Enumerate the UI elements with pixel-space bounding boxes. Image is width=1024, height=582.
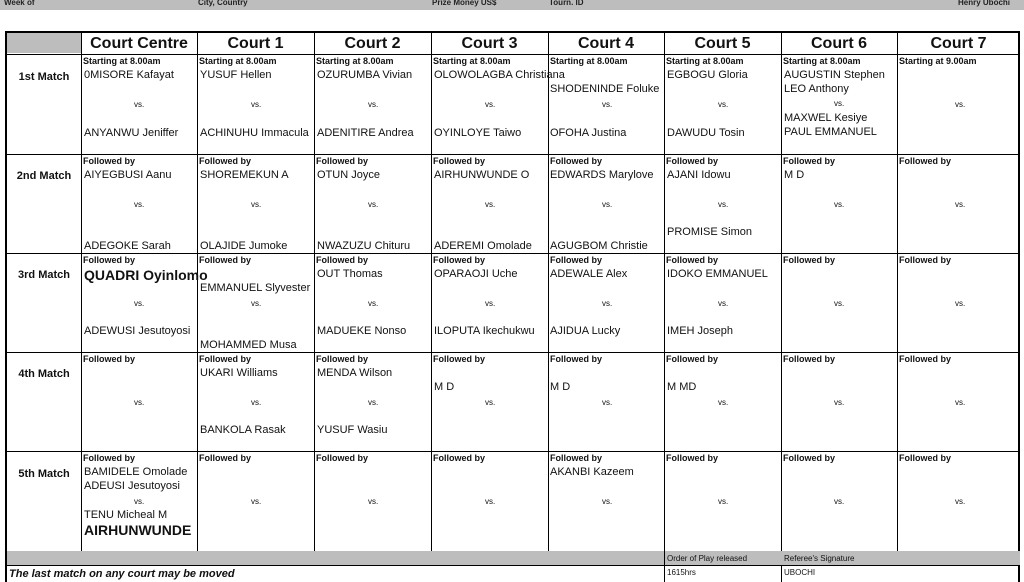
match-5-label: 5th Match [18, 468, 70, 480]
followed-by: Followed by [316, 255, 369, 265]
player: IDOKO EMMANUEL [667, 268, 768, 280]
vs-label: vs. [834, 200, 845, 209]
vs-label: vs. [485, 200, 496, 209]
match-2-label: 2nd Match [16, 170, 72, 182]
court-4-header: Court 4 [578, 35, 634, 52]
player: IMEH Joseph [667, 325, 734, 337]
followed-by: Followed by [783, 453, 836, 463]
court-1-header: Court 1 [227, 35, 284, 52]
player: UKARI Williams [200, 367, 278, 379]
player: AJIDUA Lucky [550, 325, 621, 337]
player: OLOWOLAGBA Christiana [434, 69, 565, 81]
referee-name: Henry Ubochi [958, 0, 1011, 7]
player: OLAJIDE Jumoke [200, 240, 288, 252]
match-3-label: 3rd Match [18, 269, 70, 281]
tourn-id-label: Tourn. ID [549, 0, 584, 7]
player: ADEWUSI Jesutoyosi [84, 325, 191, 337]
start-time: Starting at 8.00am [83, 56, 161, 66]
followed-by: Followed by [783, 255, 836, 265]
player: AKANBI Kazeem [550, 466, 634, 478]
followed-by: Followed by [199, 156, 252, 166]
vs-label: vs. [251, 398, 262, 407]
court-3-header: Court 3 [461, 35, 518, 52]
player: M D [434, 381, 455, 393]
followed-by: Followed by [83, 354, 136, 364]
player: BAMIDELE Omolade [84, 466, 188, 478]
vs-label: vs. [718, 299, 729, 308]
player: 0MISORE Kafayat [84, 69, 174, 81]
prize-label: Prize Money US$ [432, 0, 497, 7]
court-6-header: Court 6 [811, 35, 867, 52]
player: YUSUF Hellen [200, 69, 272, 81]
followed-by: Followed by [83, 453, 136, 463]
player: PROMISE Simon [667, 226, 752, 238]
player: OPARAOJI Uche [434, 268, 518, 280]
player: TENU Micheal M [84, 509, 168, 521]
player: OUT Thomas [317, 268, 383, 280]
followed-by: Followed by [433, 453, 486, 463]
header-bar [0, 0, 1024, 10]
vs-label: vs. [368, 497, 379, 506]
followed-by: Followed by [316, 453, 369, 463]
followed-by: Followed by [550, 354, 603, 364]
player: AIRHUNWUNDE O [434, 169, 530, 181]
player: LEO Anthony [784, 83, 849, 95]
followed-by: Followed by [433, 156, 486, 166]
player: AGUGBOM Christie [550, 240, 648, 252]
followed-by: Followed by [899, 255, 952, 265]
player: AIRHUNWUNDE [84, 522, 192, 538]
corner-cell [7, 33, 81, 53]
vs-label: vs. [718, 200, 729, 209]
vs-label: vs. [955, 398, 966, 407]
vs-label: vs. [602, 100, 613, 109]
court-7-header: Court 7 [930, 35, 987, 52]
player: ADEREMI Omolade [434, 240, 532, 252]
followed-by: Followed by [199, 453, 252, 463]
player: M D [784, 169, 805, 181]
player: MENDA Wilson [317, 367, 393, 379]
vs-label: vs. [834, 99, 845, 108]
player: AIYEGBUSI Aanu [84, 169, 172, 181]
player: MADUEKE Nonso [317, 325, 407, 337]
followed-by: Followed by [199, 255, 252, 265]
followed-by: Followed by [666, 156, 719, 166]
followed-by: Followed by [899, 453, 952, 463]
referee-signature-label: Referee's Signature [784, 554, 855, 563]
footer-bar [7, 551, 1020, 565]
player: ILOPUTA Ikechukwu [434, 325, 535, 337]
player: MAXWEL Kesiye [784, 112, 868, 124]
start-time: Starting at 8.00am [199, 56, 277, 66]
followed-by: Followed by [550, 453, 603, 463]
player: YUSUF Wasiu [317, 424, 388, 436]
followed-by: Followed by [783, 354, 836, 364]
vs-label: vs. [834, 398, 845, 407]
order-released-label: Order of Play released [667, 554, 748, 563]
start-time: Starting at 8.00am [433, 56, 511, 66]
followed-by: Followed by [316, 156, 369, 166]
vs-label: vs. [368, 398, 379, 407]
vs-label: vs. [955, 100, 966, 109]
vs-label: vs. [251, 299, 262, 308]
vs-label: vs. [718, 497, 729, 506]
vs-label: vs. [368, 299, 379, 308]
vs-label: vs. [602, 398, 613, 407]
vs-label: vs. [134, 299, 145, 308]
player: DAWUDU Tosin [667, 127, 745, 139]
vs-label: vs. [485, 398, 496, 407]
player: EMMANUEL Slyvester [200, 282, 311, 294]
order-released-time: 1615hrs [667, 568, 696, 577]
followed-by: Followed by [783, 156, 836, 166]
player: ANYANWU Jeniffer [84, 127, 179, 139]
followed-by: Followed by [83, 255, 136, 265]
start-time: Starting at 8.00am [783, 56, 861, 66]
followed-by: Followed by [433, 354, 486, 364]
vs-label: vs. [718, 100, 729, 109]
vs-label: vs. [485, 497, 496, 506]
referee-signature: UBOCHI [784, 568, 816, 577]
followed-by: Followed by [666, 453, 719, 463]
start-time: Starting at 8.00am [666, 56, 744, 66]
player: BANKOLA Rasak [200, 424, 286, 436]
court-2-header: Court 2 [344, 35, 401, 52]
player: OYINLOYE Taiwo [434, 127, 522, 139]
vs-label: vs. [955, 299, 966, 308]
player: OTUN Joyce [317, 169, 380, 181]
vs-label: vs. [134, 497, 145, 506]
vs-label: vs. [834, 497, 845, 506]
player: MOHAMMED Musa [200, 339, 297, 351]
vs-label: vs. [134, 200, 145, 209]
vs-label: vs. [134, 100, 145, 109]
followed-by: Followed by [550, 255, 603, 265]
vs-label: vs. [368, 200, 379, 209]
followed-by: Followed by [433, 255, 486, 265]
vs-label: vs. [485, 299, 496, 308]
player: ADEWALE Alex [550, 268, 628, 280]
player: ACHINUHU Immacula [200, 127, 309, 139]
player: PAUL EMMANUEL [784, 126, 877, 138]
player: ADENITIRE Andrea [317, 127, 414, 139]
player: SHODENINDE Foluke [550, 83, 660, 95]
player: M D [550, 381, 571, 393]
vs-label: vs. [834, 299, 845, 308]
vs-label: vs. [251, 100, 262, 109]
followed-by: Followed by [666, 255, 719, 265]
player: M MD [667, 381, 697, 393]
player: EDWARDS Marylove [550, 169, 654, 181]
player: AJANI Idowu [667, 169, 731, 181]
vs-label: vs. [368, 100, 379, 109]
last-match-note: The last match on any court may be moved [9, 568, 235, 580]
followed-by: Followed by [316, 354, 369, 364]
followed-by: Followed by [899, 354, 952, 364]
followed-by: Followed by [899, 156, 952, 166]
city-label: City, Country [198, 0, 248, 7]
player: QUADRI Oyinlomo [84, 267, 208, 283]
vs-label: vs. [955, 497, 966, 506]
vs-label: vs. [602, 299, 613, 308]
start-time: Starting at 9.00am [899, 56, 977, 66]
followed-by: Followed by [199, 354, 252, 364]
week-label: Week of [4, 0, 35, 7]
player: ADEUSI Jesutoyosi [84, 480, 180, 492]
followed-by: Followed by [666, 354, 719, 364]
vs-label: vs. [718, 398, 729, 407]
vs-label: vs. [955, 200, 966, 209]
followed-by: Followed by [83, 156, 136, 166]
match-1-label: 1st Match [18, 71, 70, 83]
court-5-header: Court 5 [694, 35, 751, 52]
followed-by: Followed by [550, 156, 603, 166]
match-4-label: 4th Match [18, 368, 70, 380]
player: ADEGOKE Sarah [84, 240, 171, 252]
player: SHOREMEKUN A [200, 169, 289, 181]
start-time: Starting at 8.00am [316, 56, 394, 66]
order-of-play-sheet [5, 31, 1020, 582]
vs-label: vs. [134, 398, 145, 407]
player: OFOHA Justina [550, 127, 627, 139]
vs-label: vs. [602, 200, 613, 209]
vs-label: vs. [251, 497, 262, 506]
player: EGBOGU Gloria [667, 69, 748, 81]
court-centre-header: Court Centre [90, 35, 188, 52]
player: AUGUSTIN Stephen [784, 69, 885, 81]
player: NWAZUZU Chituru [317, 240, 411, 252]
start-time: Starting at 8.00am [550, 56, 628, 66]
player: OZURUMBA Vivian [317, 69, 413, 81]
vs-label: vs. [602, 497, 613, 506]
vs-label: vs. [251, 200, 262, 209]
vs-label: vs. [485, 100, 496, 109]
